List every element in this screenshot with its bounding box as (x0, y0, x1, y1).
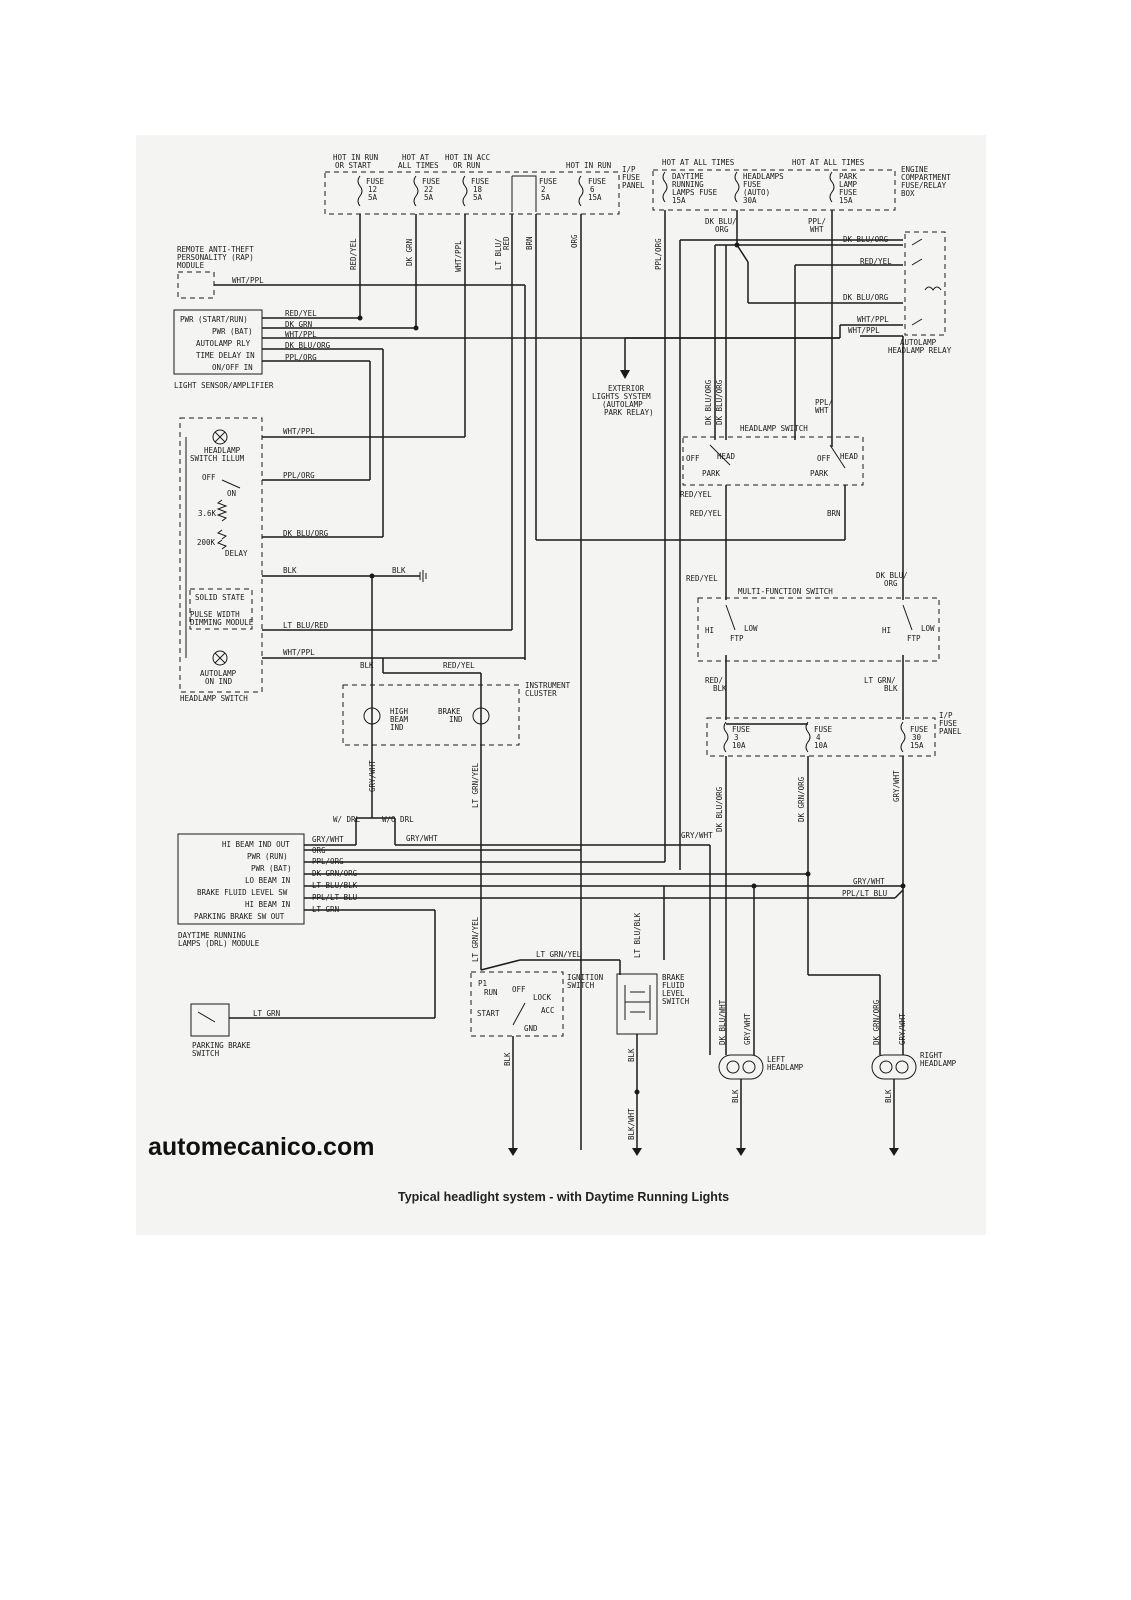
wire-label: DK GRN/ORG (797, 776, 806, 822)
engine-box-label: ENGINE (901, 165, 929, 174)
wire-label: LT GRN/YEL (536, 950, 582, 959)
fuse-label: 10A (732, 741, 746, 750)
wire-label: LT GRN/YEL (471, 916, 480, 962)
wire-label: RED/YEL (860, 257, 892, 266)
wire-label: GRY/WHT (406, 834, 438, 843)
switch-label: PARKING BRAKE (192, 1041, 251, 1050)
engine-box-label: FUSE/RELAY (901, 181, 947, 190)
ip-fuse-panel (325, 153, 645, 214)
fuse-hot-label: HOT IN RUN (333, 153, 379, 162)
relay-label: HEADLAMP RELAY (888, 346, 952, 355)
wire-label: DK GRN/ORG (872, 999, 881, 1045)
engine-fuse-label: DAYTIME (672, 172, 704, 181)
wire-label: GRY/WHT (312, 835, 344, 844)
pin-label: ON/OFF IN (212, 363, 253, 372)
wire-label: BLK (283, 566, 297, 575)
wire-label: WHT (815, 406, 829, 415)
lamp-label: HEADLAMP (920, 1059, 957, 1068)
pin-label: PWR (RUN) (247, 852, 288, 861)
switch-label: ON IND (205, 677, 233, 686)
engine-hot-label: HOT AT ALL TIMES (662, 158, 735, 167)
wire-label: DK GRN (285, 320, 313, 329)
pin-label: PARKING BRAKE SW OUT (194, 912, 285, 921)
wire-label: WHT/PPL (232, 276, 264, 285)
pin-label: AUTOLAMP RLY (196, 339, 251, 348)
wire-label: DK GRN/ORG (312, 869, 358, 878)
engine-fuse-label: LAMP (839, 180, 858, 189)
switch-label: RUN (484, 988, 498, 997)
cluster-label: BEAM (390, 715, 409, 724)
fuse-label: 5A (541, 193, 551, 202)
switch-label: 3.6K (198, 509, 217, 518)
fuse-hot-label: ALL TIMES (398, 161, 439, 170)
pin-label: LO BEAM IN (245, 876, 291, 885)
ignition-switch (471, 916, 620, 1156)
panel-label: I/P (939, 711, 953, 720)
wire-label: BLK (884, 1089, 893, 1103)
wire-label: BRN (525, 236, 534, 250)
wire-label: W/O DRL (382, 815, 414, 824)
parking-brake-switch (191, 1004, 435, 1058)
fuse-label: 22 (424, 185, 434, 194)
wire-label: PPL/ (808, 217, 827, 226)
wire-label: PPL/ORG (283, 471, 315, 480)
fuse-label: 4 (816, 733, 821, 742)
wire-label: RED/YEL (686, 574, 718, 583)
instrument-cluster (343, 658, 571, 970)
engine-box-label: COMPARTMENT (901, 173, 951, 182)
switch-label: DELAY (225, 549, 248, 558)
switch-label: HEAD (840, 452, 859, 461)
switch-label: HI (705, 626, 715, 635)
switch-label: P1 (478, 979, 488, 988)
wire-label: BLK (713, 684, 727, 693)
wire-label: RED/ (705, 676, 724, 685)
switch-label: HEADLAMP SWITCH (740, 424, 808, 433)
fuse-hot-label: OR START (335, 161, 372, 170)
panel-label: PANEL (939, 727, 962, 736)
switch-label: FTP (907, 634, 921, 643)
wire-label: RED/YEL (690, 509, 722, 518)
cluster-label: HIGH (390, 707, 409, 716)
fuse-label: FUSE (471, 177, 490, 186)
note-label: (AUTOLAMP (602, 400, 643, 409)
wire-label: LT BLU/ (494, 238, 503, 270)
wire-label: DK BLU/ORG (704, 379, 713, 425)
wire-label: BLK (503, 1052, 512, 1066)
switch-label: 200K (197, 538, 216, 547)
pin-label: PWR (BAT) (212, 327, 253, 336)
wire-label: DK BLU/ORG (285, 341, 331, 350)
top-wires (349, 210, 832, 1150)
wire-label: WHT/PPL (283, 648, 315, 657)
wire-label: BRN (827, 509, 841, 518)
panel-label: FUSE (939, 719, 958, 728)
wire-label: LT BLU/RED (283, 621, 329, 630)
wire-label: GRY/WHT (892, 770, 901, 802)
pin-label: HI BEAM IND OUT (222, 840, 290, 849)
light-sensor-amplifier (174, 309, 840, 537)
wire-label: GRY/WHT (681, 831, 713, 840)
relay-label: AUTOLAMP (900, 338, 937, 347)
engine-hot-label: HOT AT ALL TIMES (792, 158, 865, 167)
wire-label: GRY/WHT (853, 877, 885, 886)
engine-fuse-label: RUNNING (672, 180, 704, 189)
engine-fuse-label: LAMPS FUSE (672, 188, 718, 197)
switch-label: GND (524, 1024, 538, 1033)
switch-label: IGNITION (567, 973, 604, 982)
wire-label: BLK (731, 1089, 740, 1103)
pin-label: BRAKE FLUID LEVEL SW (197, 888, 288, 897)
wire-label: GRY/WHT (368, 760, 377, 792)
fuse-label: 30 (912, 733, 922, 742)
switch-label: LOW (921, 624, 935, 633)
lamp-label: RIGHT (920, 1051, 943, 1060)
fuse-label: 2 (541, 185, 546, 194)
wire-label: LT GRN/ (864, 676, 896, 685)
fuse-label: 5A (368, 193, 378, 202)
wire-label: PPL/ORG (312, 857, 344, 866)
engine-fuse-label: 15A (839, 196, 853, 205)
right-headlamp (872, 999, 957, 1156)
switch-label: PARK (810, 469, 829, 478)
switch-label: LEVEL (662, 989, 685, 998)
fuse-label: 12 (368, 185, 378, 194)
wire-label: GRY/WHT (743, 1013, 752, 1045)
note-label: EXTERIOR (608, 384, 645, 393)
cluster-label: BRAKE (438, 707, 461, 716)
lamp-label: LEFT (767, 1055, 786, 1064)
switch-label: SWITCH ILLUM (190, 454, 245, 463)
cluster-label: CLUSTER (525, 689, 557, 698)
panel-label: I/P (622, 165, 636, 174)
wire-label: WHT/PPL (283, 427, 315, 436)
switch-label: HEADLAMP SWITCH (180, 694, 248, 703)
pin-label: TIME DELAY IN (196, 351, 255, 360)
left-headlamp (718, 999, 804, 1156)
wire-label: LT GRN/YEL (471, 762, 480, 808)
rap-label: REMOTE ANTI-THEFT (177, 245, 254, 254)
drl-module (178, 815, 906, 1055)
switch-label: HEAD (717, 452, 736, 461)
cluster-label: INSTRUMENT (525, 681, 571, 690)
fuse-label: FUSE (422, 177, 441, 186)
wire-label: DK BLU/ORG (843, 235, 889, 244)
switch-label: OFF (202, 473, 216, 482)
wire-label: ORG (884, 579, 898, 588)
engine-box-label: BOX (901, 189, 915, 198)
fuse-label: FUSE (732, 725, 751, 734)
fuse-label: FUSE (539, 177, 558, 186)
engine-fuse-label: 30A (743, 196, 757, 205)
switch-label: PARK (702, 469, 721, 478)
wire-label: PPL/LT BLU (312, 893, 358, 902)
rap-label: PERSONALITY (RAP) (177, 253, 254, 262)
fuse-label: 6 (590, 185, 595, 194)
figure-caption: Typical headlight system - with Daytime Running Lights (398, 1190, 730, 1204)
note-label: LIGHTS SYSTEM (592, 392, 651, 401)
wire-label: PPL/LT BLU (842, 889, 888, 898)
wire-label: BLK (884, 684, 898, 693)
module-name: DAYTIME RUNNING (178, 931, 246, 940)
wire-label: W/ DRL (333, 815, 361, 824)
module-name: LIGHT SENSOR/AMPLIFIER (174, 381, 274, 390)
fuse-label: 3 (734, 733, 739, 742)
wire-label: PPL/ORG (654, 238, 663, 270)
exterior-lights-note (592, 384, 654, 417)
fuse-label: FUSE (588, 177, 607, 186)
panel-label: FUSE (622, 173, 641, 182)
wire-label: DK BLU/WHT (718, 999, 727, 1045)
switch-label: FTP (730, 634, 744, 643)
wire-label: DK BLU/ORG (715, 786, 724, 832)
wire-label: PPL/ORG (285, 353, 317, 362)
switch-label: MULTI-FUNCTION SWITCH (738, 587, 833, 596)
cluster-label: IND (449, 715, 463, 724)
switch-label: ON (227, 489, 237, 498)
switch-label: HI (882, 626, 892, 635)
fuse-label: 5A (424, 193, 434, 202)
switch-label: PULSE WIDTH (190, 610, 240, 619)
fuse-label: FUSE (910, 725, 929, 734)
switch-label: HEADLAMP (204, 446, 241, 455)
fuse-label: 10A (814, 741, 828, 750)
switch-label: SWITCH (192, 1049, 220, 1058)
watermark: automecanico.com (148, 1133, 375, 1161)
wire-label: ORG (715, 225, 729, 234)
ip-fuse-panel-lower (707, 711, 962, 1055)
fuse-hot-label: OR RUN (453, 161, 481, 170)
switch-label: AUTOLAMP (200, 669, 237, 678)
fuse-hot-label: HOT IN RUN (566, 161, 612, 170)
wire-label: BLK (627, 1048, 636, 1062)
wire-label: RED/YEL (285, 309, 317, 318)
wire-label: RED/YEL (680, 490, 712, 499)
pin-label: PWR (BAT) (251, 864, 292, 873)
fuse-label: 5A (473, 193, 483, 202)
engine-fuse-label: (AUTO) (743, 188, 771, 197)
switch-label: SWITCH (662, 997, 690, 1006)
fuse-label: 15A (588, 193, 602, 202)
module-name: LAMPS (DRL) MODULE (178, 939, 260, 948)
wire-label: LT GRN (253, 1009, 281, 1018)
fuse-hot-label: HOT AT (402, 153, 430, 162)
wire-label: WHT/PPL (848, 326, 880, 335)
lamp-label: HEADLAMP (767, 1063, 804, 1072)
switch-label: SOLID STATE (195, 593, 245, 602)
wire-label: BLK (392, 566, 406, 575)
fuse-label: 15A (910, 741, 924, 750)
switch-label: LOCK (533, 993, 552, 1002)
wire-label: WHT (810, 225, 824, 234)
wire-label: WHT/PPL (454, 240, 463, 272)
pin-label: HI BEAM IN (245, 900, 291, 909)
wire-label: RED/YEL (349, 238, 358, 270)
engine-fuse-label: PARK (839, 172, 858, 181)
wire-label: DK BLU/ORG (283, 529, 329, 538)
wire-label: WHT/PPL (857, 315, 889, 324)
switch-label: START (477, 1009, 500, 1018)
wire-label: DK BLU/ORG (843, 293, 889, 302)
switch-label: DIMMING MODULE (190, 618, 254, 627)
wire-label: BLK (360, 661, 374, 670)
fuse-label: FUSE (366, 177, 385, 186)
switch-label: OFF (817, 454, 831, 463)
wire-label: DK BLU/ORG (715, 379, 724, 425)
fuse-hot-label: HOT IN ACC (445, 153, 491, 162)
engine-fuse-label: FUSE (743, 180, 762, 189)
autolamp-headlamp-relay (620, 232, 952, 870)
cluster-label: IND (390, 723, 404, 732)
pin-label: PWR (START/RUN) (180, 315, 248, 324)
wire-label: DK BLU/ (876, 571, 908, 580)
switch-label: LOW (744, 624, 758, 633)
headlamp-switch-right (536, 245, 863, 600)
note-label: PARK RELAY) (604, 408, 654, 417)
brake-fluid-level-switch (617, 912, 690, 1156)
wire-label: RED/YEL (443, 661, 475, 670)
switch-label: OFF (512, 985, 526, 994)
switch-label: FLUID (662, 981, 685, 990)
wire-label: LT BLU/BLK (633, 912, 642, 958)
wire-label: PPL/ (815, 398, 834, 407)
wire-label: DK GRN (405, 238, 414, 266)
switch-label: OFF (686, 454, 700, 463)
rap-label: MODULE (177, 261, 205, 270)
fuse-label: FUSE (814, 725, 833, 734)
wire-label: BLK/WHT (627, 1108, 636, 1140)
engine-fuse-box (653, 158, 951, 210)
switch-label: ACC (541, 1006, 555, 1015)
wire-label: GRY/WHT (898, 1013, 907, 1045)
engine-fuse-label: FUSE (839, 188, 858, 197)
switch-label: SWITCH (567, 981, 595, 990)
panel-label: PANEL (622, 181, 645, 190)
switch-label: BRAKE (662, 973, 685, 982)
fuse-label: 18 (473, 185, 483, 194)
wire-label: LT BLU/BLK (312, 881, 358, 890)
wire-label: RED (502, 236, 511, 250)
wire-label: WHT/PPL (285, 330, 317, 339)
wire-label: ORG (312, 846, 326, 855)
wire-label: ORG (570, 234, 579, 248)
engine-fuse-label: HEADLAMPS (743, 172, 784, 181)
wire-label: DK BLU/ (705, 217, 737, 226)
engine-fuse-label: 15A (672, 196, 686, 205)
wire-label: LT GRN (312, 905, 340, 914)
